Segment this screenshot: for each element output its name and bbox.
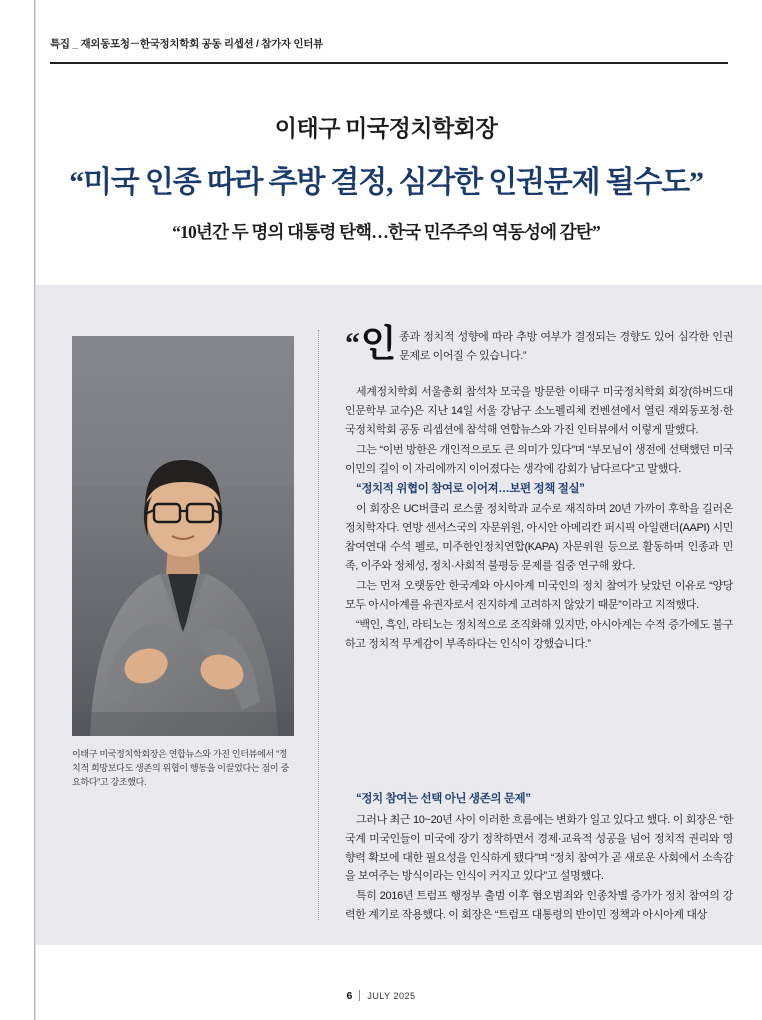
page-title: “미국 인종 따라 추방 결정, 심각한 인권문제 될수도” (69, 166, 703, 199)
page-footer (0, 990, 762, 1002)
paragraph: 그는 “이번 방한은 개인적으로도 큰 의미가 있다”며 “부모님이 생전에 선택했던 미국 이민의 길이 이 자리에까지 이어졌다는 생각에 감회가 남다르다”고 말했다. (345, 443, 733, 475)
kicker-text: 특집 _ 재외동포청－한국정치학회 공동 리셉션 / 참가자 인터뷰 (50, 38, 323, 50)
paragraph: 그러나 최근 10~20년 사이 이러한 흐름에는 변화가 일고 있다고 했다. 이 회장은 “한국계 미국인들이 미국에 장기 정착하면서 경제·교육적 성공을 넘어 정치적 권리와 영향력 확보에 대한 필요성을 인식하게 됐다”며 “정치 참여가 곧 새로운 사회에서 소속감을 보여주는 방식이라는 인식이 커지고 있다”고 설명했다. (345, 813, 733, 883)
photo-caption: 이태구 미국정치학회장은 연합뉴스와 가진 인터뷰에서 “정치적 희망보다도 생존의 위협이 행동을 이끌었다는 점이 중요하다”고 강조했다. (72, 749, 289, 787)
paragraph: “백인, 흑인, 라티노는 정치적으로 조직화해 있지만, 아시아계는 수적 증가에도 불구하고 정치적 무게감이 부족하다는 인식이 강했습니다.” (345, 618, 733, 650)
paragraph: 이 회장은 UC버클리 로스쿨 정치학과 교수로 재직하며 20년 가까이 후학을 길러온 정치학자다. 연방 센서스국의 자문위원, 아시안 아메리칸 퍼시픽 아일랜더(AAPI) 시민참여연대 수석 펠로, 미주한인정치연합(KAPA) 자문위원 등으로 활동하며 인종과 민족, 이주와 정체성, 정치·사회적 불평등 문제를 집중 연구해 왔다. (345, 503, 733, 573)
issue-label: JULY 2025 (367, 991, 416, 1001)
paragraph: 세계정치학회 서울총회 참석차 모국을 방문한 이태구 미국정치학회 회장(하버드대 인문학부 교수)은 지난 14일 서울 강남구 소노펠리체 컨벤션에서 열린 재외동포청·한국정치학회 공동 리셉션에 참석해 연합뉴스와 가진 인터뷰에서 이렇게 말했다. (345, 386, 733, 436)
interviewee-photo (72, 336, 294, 736)
paragraph: 그는 먼저 오랫동안 한국계와 아시아계 미국인의 정치 참여가 낮았던 이유로 “양당 모두 아시아계를 유권자로서 진지하게 고려하지 않았기 때문”이라고 지적했다. (345, 579, 733, 611)
article-body-upper (345, 324, 733, 655)
open-quote-mark: “ (345, 327, 360, 360)
column-divider (318, 330, 319, 920)
page-number: 6 (346, 990, 353, 1002)
headline-overline: 이태구 미국정치학회장 (274, 116, 498, 141)
lead-paragraph (345, 324, 733, 382)
footer-separator (359, 990, 360, 1001)
headline-block (36, 110, 736, 244)
kicker-divider (50, 62, 728, 64)
article-subhead: “정치적 위협이 참여로 이어져…보편 정책 절실” (356, 482, 585, 495)
paragraph: 특히 2016년 트럼프 행정부 출범 이후 혐오범죄와 인종차별 증가가 정치 참여의 강력한 계기로 작용했다. 이 회장은 “트럼프 대통령의 반이민 정책과 아시아계 대상 (345, 890, 733, 922)
kicker-section (50, 36, 730, 51)
lead-paragraph-text: 종과 정치적 성향에 따라 추방 여부가 결정되는 경향도 있어 심각한 인권 문제로 이어질 수 있습니다.” (399, 331, 733, 362)
article-subhead: “정치 참여는 선택 아닌 생존의 문제” (356, 793, 531, 805)
headline-deck: “10년간 두 명의 대통령 탄핵…한국 민주주의 역동성에 감탄” (172, 222, 600, 242)
drop-cap: 인 (360, 324, 397, 365)
article-body-lower (345, 790, 733, 926)
